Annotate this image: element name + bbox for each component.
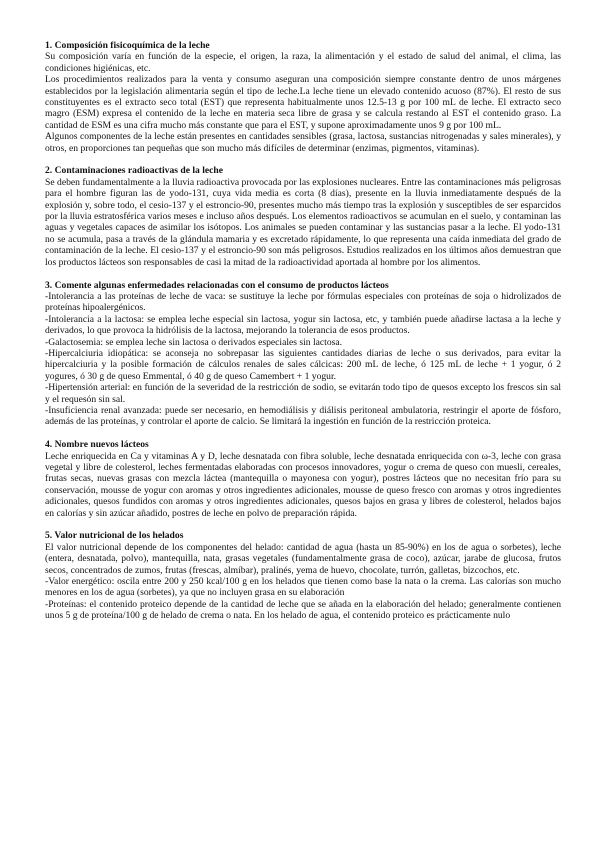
section-helados: [45, 530, 561, 621]
section-heading: 2. Contaminaciones radioactivas de la leche: [45, 165, 224, 177]
section-heading: 3. Comente algunas enfermedades relacionadas con el consumo de productos lácteos: [45, 279, 389, 291]
paragraph: El valor nutricional depende de los componentes del helado: cantidad de agua (hasta un 85-90%) en los de agua o sorbetes), leche (entera, desnatada, polvo), mantequilla, nata, grasas vegetales (fundamentalmente grasa de coco), azúcar, jarabe de glucosa, frutos secos, concentrados de zumos, frutas (frescas, almíbar), pralinés, yema de huevo, chocolate, turrón, galletas, bizcochos, etc.: [45, 541, 561, 576]
paragraph: Algunos componentes de la leche están presentes en cantidades sensibles (grasa, lactosa, sustancias nitrogenadas y sales minerales), y otros, en proporciones tan pequeñas que son mucho más difíciles de determinar (enzimas, pigmentos, vitaminas).: [45, 131, 561, 154]
section-heading: 4. Nombre nuevos lácteos: [45, 439, 149, 451]
section-enfermedades: [45, 280, 561, 428]
list-item: -Hipercalciuria idiopática: se aconseja no sobrepasar las siguientes cantidades diarias de leche o sus derivados, para evitar la hipercalciuria y la posible formación de cálculos renales de sales cálcicas: 200 mL de leche, ó 125 mL de leche + 1 yogur, ó 2 yogures, ó 30 g de queso Emmental, ó 40 g de queso Camembert + 1 yogur.: [45, 347, 561, 382]
section-heading: 1. Composición fisicoquímica de la leche: [45, 40, 210, 51]
section-contaminaciones: [45, 165, 561, 268]
paragraph: Los procedimientos realizados para la venta y consumo aseguran una composición siempre constante dentro de unos márgenes establecidos por la legislación alimentaria según el tipo de leche.La leche tiene un elevado contenido acuoso (87%). El resto de sus constituyentes es el extracto seco total (EST) que representa habitualmente unos 12.5-13 g por 100 mL de leche. El extracto seco magro (ESM) expresa el contenido de la leche en materia seca libre de grasa y se calcula restando al EST el contenido graso. La cantidad de ESM es una cifra mucho más constante que para el EST, y supone aproximadamente unos 9 g por 100 mL.: [45, 74, 561, 131]
section-heading: 5. Valor nutricional de los helados: [45, 530, 184, 542]
section-nuevos-lacteos: [45, 439, 561, 519]
list-item: -Hipertensión arterial: en función de la severidad de la restricción de sodio, se evitarán todo tipo de quesos excepto los frescos sin sal y el requesón sin sal.: [45, 382, 561, 405]
paragraph: Leche enriquecida en Ca y vitaminas A y D, leche desnatada con fibra soluble, leche desnatada enriquecida con ω-3, leche con grasa vegetal y libre de colesterol, leches fermentadas elaboradas con procesos innovadores, yogur o crema de queso con muesli, cereales, frutas secas, nuevas grasas con mezcla láctea (mantequilla o mayonesa con yogur), postres lácteos que no necesitan frío para su conservación, mousse de yogur con aromas y otros ingredientes adicionales, mousse de queso fresco con aromas y otros ingredientes adicionales, quesos fundidos con aromas y otros ingredientes adicionales, quesos bajos en grasa y libres de colesterol, helados bajos en calorías y sin azúcar añadido, postres de leche en polvo de preparación rápida.: [45, 450, 561, 519]
list-item: -Proteínas: el contenido proteico depende de la cantidad de leche que se añada en la elaboración del helado; generalmente contienen unos 5 g de proteína/100 g de helado de crema o nata. En los helado de agua, el contenido proteico es prácticamente nulo: [45, 598, 561, 622]
list-item: -Galactosemia: se emplea leche sin lactosa o derivados especiales sin lactosa.: [45, 336, 343, 348]
list-item: -Valor energético: oscila entre 200 y 250 kcal/100 g en los helados que tienen como base la nata o la crema. Las calorías son mucho menores en los de agua (sorbetes), ya que no incluyen grasa en su elaboración: [45, 576, 561, 599]
list-item: -Insuficiencia renal avanzada: puede ser necesario, en hemodiálisis y diálisis peritoneal ambulatoria, restringir el aporte de fósforo, además de las proteínas, y controlar el aporte de calcio. Se limitará la ingestión en función de la restricción proteica.: [45, 404, 561, 428]
paragraph: Se deben fundamentalmente a la lluvia radioactiva provocada por las explosiones nucleares. Entre las contaminaciones más peligrosas para el hombre figuran las de yodo-131, cuya vida media es corta (8 días), presente en la lluvia inmediatamente después de la explosión y, sobre todo, el cesio-137 y el estroncio-90, presentes mucho más tiempo tras la explosión y susceptibles de ser esparcidos por la lluvia estratosférica varios meses e incluso años después. Los elementos radioactivos se acumulan en el suelo, y contaminan las aguas y vegetales capaces de asimilar los isótopos. Los animales se pueden contaminar y las sustancias pasar a la leche. El yodo-131 no se acumula, pasa a través de la glándula mamaria y es excretado rápidamente, lo que representa una caída inmediata del grado de contaminación de la leche. El cesio-137 y el estroncio-90 son más peligrosos. Estudios realizados en los últimos años demuestran que los productos lácteos son responsables de casi la mitad de la radioactividad aportada al hombre por los alimentos.: [45, 176, 561, 268]
paragraph: Su composición varía en función de la especie, el origen, la raza, la alimentación y el estado de salud del animal, el clima, las condiciones higiénicas, etc.: [45, 51, 561, 74]
list-item: -Intolerancia a las proteínas de leche de vaca: se sustituye la leche por fórmulas especiales con proteínas de soja o hidrolizados de proteínas hipoalergénicos.: [45, 290, 561, 314]
section-composicion: [45, 40, 561, 154]
list-item: -Intolerancia a la lactosa: se emplea leche especial sin lactosa, yogur sin lactosa, etc, y también puede añadirse lactasa a la leche y derivados, lo que provoca la hidrólisis de la lactosa, mejorando la tolerancia de esos productos.: [45, 313, 561, 337]
